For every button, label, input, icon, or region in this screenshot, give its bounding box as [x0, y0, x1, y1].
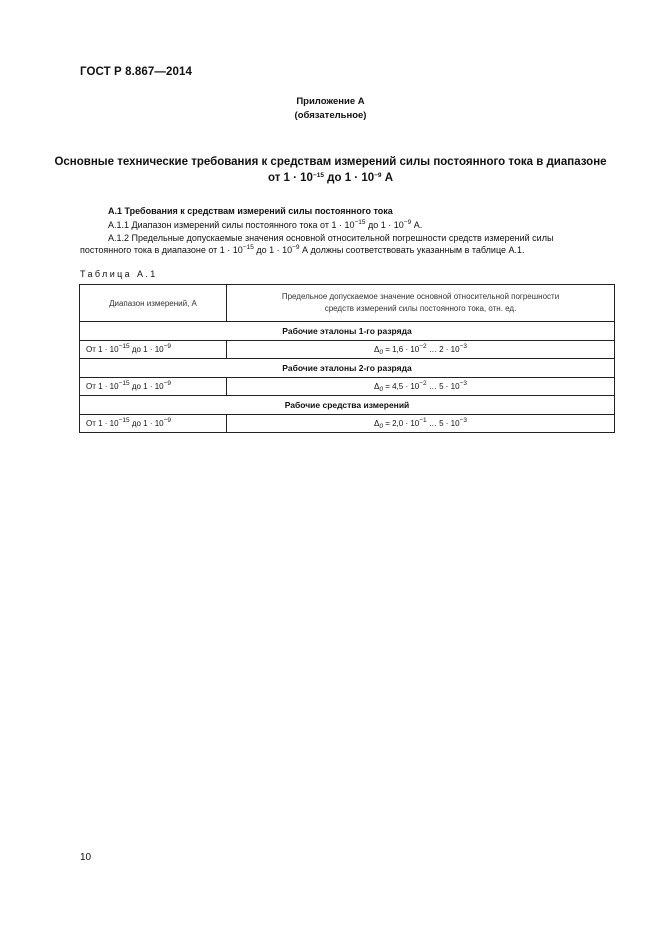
- group-title: Рабочие эталоны 2-го разряда: [80, 359, 615, 378]
- group-title: Рабочие средства измерений: [80, 396, 615, 415]
- page-number: 10: [80, 852, 92, 863]
- table-row: [80, 341, 615, 359]
- group-row: [80, 396, 615, 415]
- group-row: [80, 322, 615, 341]
- range-cell: От $1 \cdot 10^{-15}$ до $1 \cdot 10^{-9}$: [80, 341, 227, 359]
- requirements-table: [79, 284, 615, 433]
- main-heading-line2: от $1 \cdot 10^{-15}$ до $1 \cdot 10^{-9}$ А: [267, 172, 394, 184]
- main-heading-line1: Основные технические требования к средствам измерений силы постоянного тока в диапазоне: [54, 156, 607, 168]
- table-caption: Таблица А.1: [80, 269, 158, 279]
- table-header-row: [80, 285, 615, 322]
- error-cell: $\Delta_0 = 1,6 \cdot 10^{-2}$ … $2 \cdot 10^{-3}$: [227, 341, 615, 359]
- table-row: [80, 378, 615, 396]
- range-cell: От $1 \cdot 10^{-15}$ до $1 \cdot 10^{-9}$: [80, 415, 227, 433]
- group-row: [80, 359, 615, 378]
- appendix-title: Приложение А: [296, 96, 365, 107]
- group-title: Рабочие эталоны 1-го разряда: [80, 322, 615, 341]
- appendix-status: (обязательное): [294, 110, 367, 121]
- paragraph-a-1-2-line2: постоянного тока в диапазоне от $1 \cdot 10^{-15}$ до $1 \cdot 10^{-9}$ А должны соответствовать указанным в таблице А.1.: [80, 244, 525, 255]
- section-title: А.1 Требования к средствам измерений силы постоянного тока: [108, 206, 393, 216]
- header-range: Диапазон измерений, А: [80, 285, 227, 322]
- paragraph-a-1-2-line1: А.1.2 Предельные допускаемые значения основной относительной погрешности средств измерений силы: [108, 233, 554, 243]
- standard-number: ГОСТ Р 8.867—2014: [80, 66, 192, 78]
- range-cell: От $1 \cdot 10^{-15}$ до $1 \cdot 10^{-9}$: [80, 378, 227, 396]
- paragraph-a-1-1: А.1.1 Диапазон измерений силы постоянного тока от $1 \cdot 10^{-15}$ до $1 \cdot 10^{-9}$ А.: [108, 219, 423, 230]
- error-cell: $\Delta_0 = 4,5 \cdot 10^{-2}$ … $5 \cdot 10^{-3}$: [227, 378, 615, 396]
- header-error: Предельное допускаемое значение основной относительной погрешности средств измерений силы постоянного тока, отн. ед.: [227, 285, 615, 322]
- table-row: [80, 415, 615, 433]
- error-cell: $\Delta_0 = 2,0 \cdot 10^{-1}$ … $5 \cdot 10^{-3}$: [227, 415, 615, 433]
